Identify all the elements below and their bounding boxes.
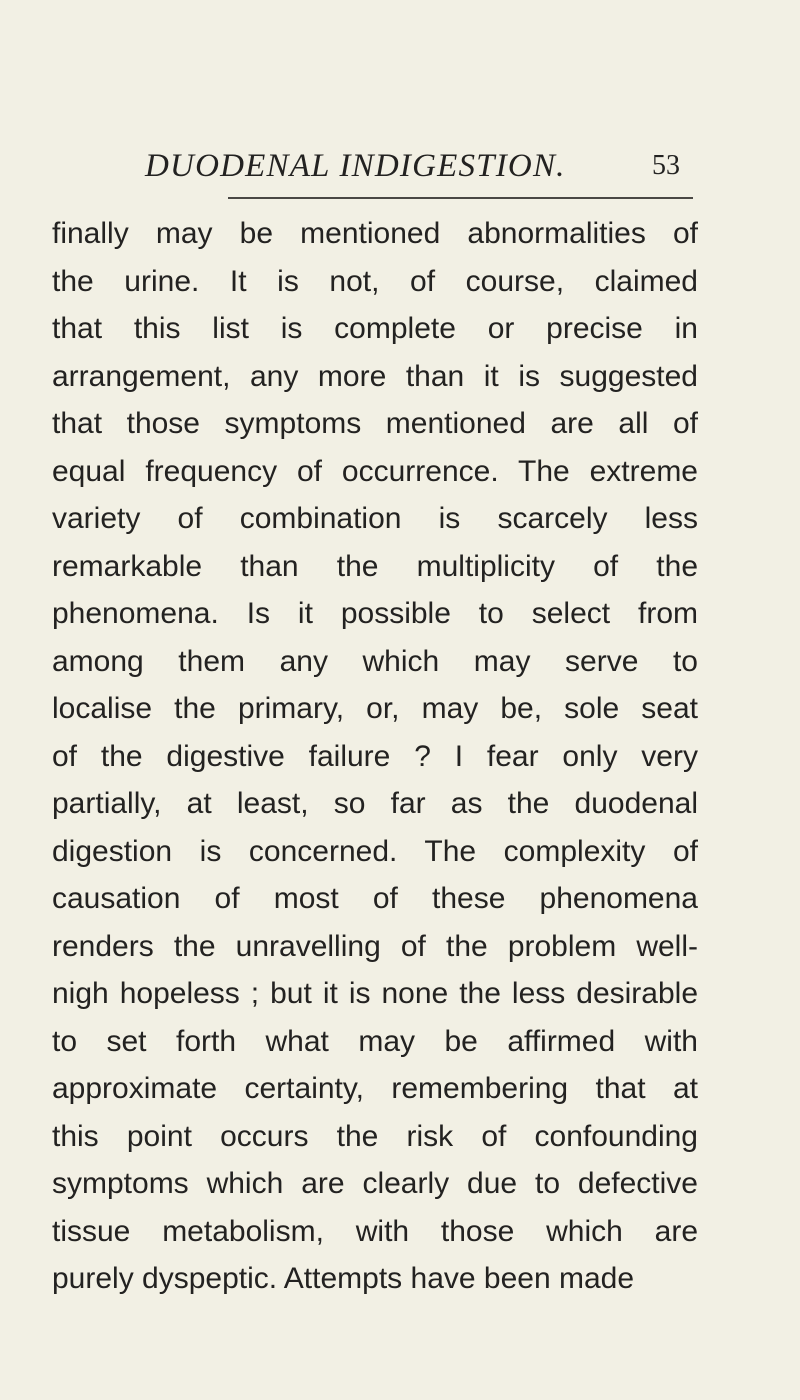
text-line: localise the primary, or, may be, sole seat	[52, 692, 698, 725]
text-line: partially, at least, so far as the duodenal	[52, 787, 698, 820]
page-number: 53	[652, 150, 680, 181]
body-text	[52, 210, 698, 1303]
chapter-title: DUODENAL INDIGESTION.	[145, 148, 566, 184]
text-line: of the digestive failure ? I fear only very	[52, 739, 698, 773]
text-line: causation of most of these phenomena	[52, 882, 698, 915]
text-line: the urine. It is not, of course, claimed	[52, 264, 698, 298]
text-line: this point occurs the risk of confounding	[52, 1119, 698, 1153]
text-line: remarkable than the multiplicity of the	[52, 549, 698, 583]
text-line: arrangement, any more than it is suggested	[52, 359, 698, 393]
text-line: nigh hopeless ; but it is none the less desirable	[52, 977, 698, 1010]
text-line: to set forth what may be affirmed with	[52, 1024, 698, 1058]
running-head	[145, 146, 680, 186]
text-line: equal frequency of occurrence. The extreme	[52, 454, 698, 488]
text-line: purely dyspeptic. Attempts have been made	[52, 1262, 635, 1295]
text-line: phenomena. Is it possible to select from	[52, 597, 698, 630]
text-line: approximate certainty, remembering that at	[52, 1072, 698, 1105]
text-line: renders the unravelling of the problem well-	[52, 929, 698, 963]
text-line: that this list is complete or precise in	[52, 312, 698, 345]
text-line: finally may be mentioned abnormalities of	[52, 217, 698, 250]
header-rule	[228, 197, 693, 199]
text-line: that those symptoms mentioned are all of	[52, 407, 698, 440]
text-line: symptoms which are clearly due to defective	[52, 1167, 698, 1200]
text-line: tissue metabolism, with those which are	[52, 1214, 698, 1248]
text-line: variety of combination is scarcely less	[52, 502, 698, 535]
text-line: digestion is concerned. The complexity of	[52, 834, 698, 868]
text-line: among them any which may serve to	[52, 644, 698, 678]
